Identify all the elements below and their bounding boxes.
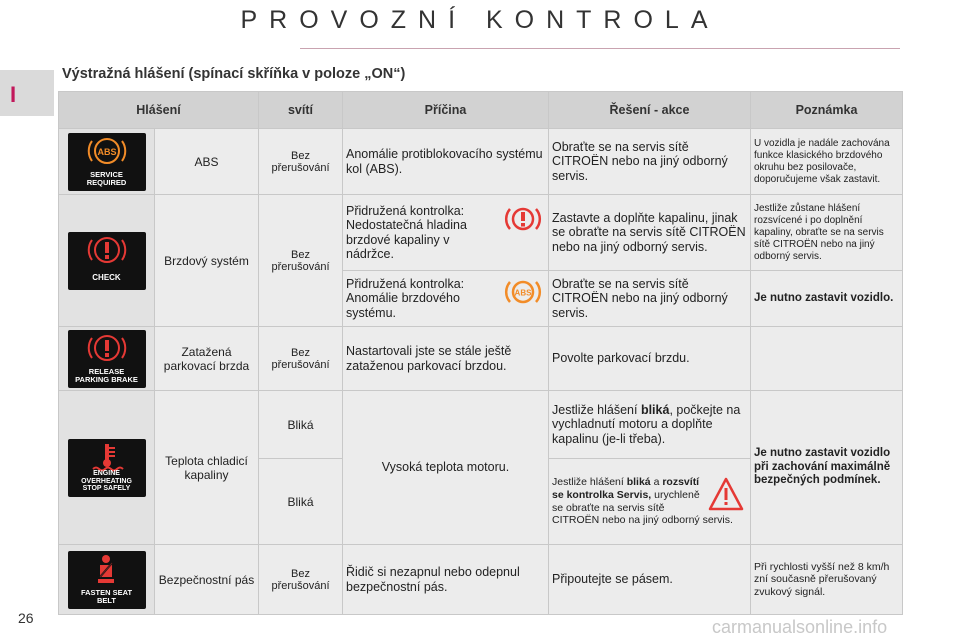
note-text: Jestliže zůstane hlášení rozsvícené i po doplnění kapaliny, obraťte se na servis sítě CITROËN nebo na jiný odborný servis. bbox=[751, 195, 903, 271]
watermark: carmanualsonline.info bbox=[712, 617, 888, 637]
coolant-temperature-icon bbox=[68, 441, 146, 475]
abs-icon bbox=[68, 135, 146, 169]
note-text: Při rychlosti vyšší než 8 km/h zní současně přerušovaný zvukový signál. bbox=[751, 545, 903, 615]
note-text bbox=[751, 327, 903, 391]
section-heading: Výstražná hlášení (spínací skříňka v poloze „ON“) bbox=[62, 66, 406, 82]
brake-warning-icon bbox=[503, 204, 543, 234]
seatbelt-lamp bbox=[68, 551, 146, 609]
page-title: PROVOZNÍ KONTROLA bbox=[240, 6, 720, 34]
message-name: Brzdový systém bbox=[155, 195, 259, 327]
action-text: Obraťte se na servis sítě CITROËN nebo na jiný odborný servis. bbox=[549, 271, 751, 327]
message-name: ABS bbox=[155, 129, 259, 195]
lamp-cell bbox=[59, 391, 155, 545]
svg-text:ABS: ABS bbox=[96, 146, 117, 157]
lit-status: Bliká bbox=[259, 391, 343, 459]
chapter-letter: I bbox=[10, 82, 17, 107]
brake-lamp bbox=[68, 232, 146, 290]
header-poznamka: Poznámka bbox=[751, 92, 903, 129]
abs-icon bbox=[503, 277, 543, 307]
action-text: Povolte parkovací brzdu. bbox=[549, 327, 751, 391]
cause-text: Vysoká teplota motoru. bbox=[343, 391, 549, 545]
coolant-lamp bbox=[68, 439, 146, 497]
note-text: Je nutno zastavit vozidlo. bbox=[751, 271, 903, 327]
note-text: Je nutno zastavit vozidlo při zachování maximálně bezpečných podmínek. bbox=[751, 391, 903, 545]
action-text: Obraťte se na servis sítě CITROËN nebo na jiný odborný servis. bbox=[549, 129, 751, 195]
header-sviti: svítí bbox=[259, 92, 343, 129]
abs-lamp bbox=[68, 133, 146, 191]
cause-text: Řidič si nezapnul nebo odepnul bezpečnostní pás. bbox=[343, 545, 549, 615]
cause-value: Anomálie brzdového systému. bbox=[346, 291, 460, 320]
cause-text: Nastartovali jste se stále ještě zataženou parkovací brzdou. bbox=[343, 327, 549, 391]
warning-triangle-icon bbox=[707, 476, 745, 512]
indicator-table bbox=[58, 91, 903, 615]
cause-text: Anomálie protiblokovacího systému kol (ABS). bbox=[343, 129, 549, 195]
header-pricina: Příčina bbox=[343, 92, 549, 129]
brake-warning-icon bbox=[68, 234, 146, 268]
seatbelt-icon bbox=[68, 553, 146, 587]
header-hlaseni: Hlášení bbox=[59, 92, 259, 129]
parking-lamp-text: RELEASE PARKING BRAKE bbox=[75, 366, 138, 384]
header-reseni: Řešení - akce bbox=[549, 92, 751, 129]
table-row-coolant bbox=[59, 391, 903, 459]
coolant-lamp-text: ENGINE OVERHEATING STOP SAFELY bbox=[81, 470, 132, 493]
message-name: Teplota chladicí kapaliny bbox=[155, 391, 259, 545]
note-text: U vozidla je nadále zachována funkce klasického brzdového okruhu bez posilovače, doporučujeme však zastavit. bbox=[751, 129, 903, 195]
parking-brake-icon bbox=[68, 332, 146, 366]
lamp-cell bbox=[59, 129, 155, 195]
lamp-cell bbox=[59, 545, 155, 615]
title-rule bbox=[300, 48, 900, 49]
table-header-row bbox=[59, 92, 903, 129]
cause-text bbox=[343, 195, 549, 271]
cause-value: Nedostatečná hladina brzdové kapaliny v nádržce. bbox=[346, 218, 467, 261]
lamp-cell bbox=[59, 327, 155, 391]
seatbelt-lamp-text: FASTEN SEAT BELT bbox=[80, 587, 133, 605]
lit-status: Bez přerušování bbox=[259, 327, 343, 391]
message-name: Bezpečnostní pás bbox=[155, 545, 259, 615]
lit-status: Bez přerušování bbox=[259, 195, 343, 327]
table-row-parking-brake bbox=[59, 327, 903, 391]
cause-label: Přidružená kontrolka: bbox=[346, 203, 465, 218]
svg-text:ABS: ABS bbox=[514, 288, 532, 298]
page-number: 26 bbox=[18, 610, 34, 626]
action-text: Připoutejte se pásem. bbox=[549, 545, 751, 615]
action-text: Jestliže hlášení bliká a rozsvítí se kontrolka Servis, urychleně se obraťte na servis sítě CITROËN nebo na jiný odborný servis. bbox=[549, 459, 751, 545]
table-row-brake bbox=[59, 195, 903, 271]
message-name: Zatažená parkovací brzda bbox=[155, 327, 259, 391]
parking-brake-lamp bbox=[68, 330, 146, 388]
cause-text bbox=[343, 271, 549, 327]
table-row-abs bbox=[59, 129, 903, 195]
action-text: Jestliže hlášení bliká, počkejte na vychladnutí motoru a doplňte kapalinu (je-li třeba). bbox=[549, 391, 751, 459]
lamp-cell bbox=[59, 195, 155, 327]
lit-status: Bez přerušování bbox=[259, 129, 343, 195]
cause-label: Přidružená kontrolka: bbox=[346, 276, 465, 291]
abs-lamp-text: SERVICE REQUIRED bbox=[86, 169, 127, 187]
brake-lamp-text: CHECK bbox=[92, 273, 121, 283]
action-text: Zastavte a doplňte kapalinu, jinak se obraťte na servis sítě CITROËN nebo na jiný odborný servis. bbox=[549, 195, 751, 271]
chapter-tab bbox=[0, 70, 54, 116]
lit-status: Bliká bbox=[259, 459, 343, 545]
lit-status: Bez přerušování bbox=[259, 545, 343, 615]
table-row-seatbelt bbox=[59, 545, 903, 615]
